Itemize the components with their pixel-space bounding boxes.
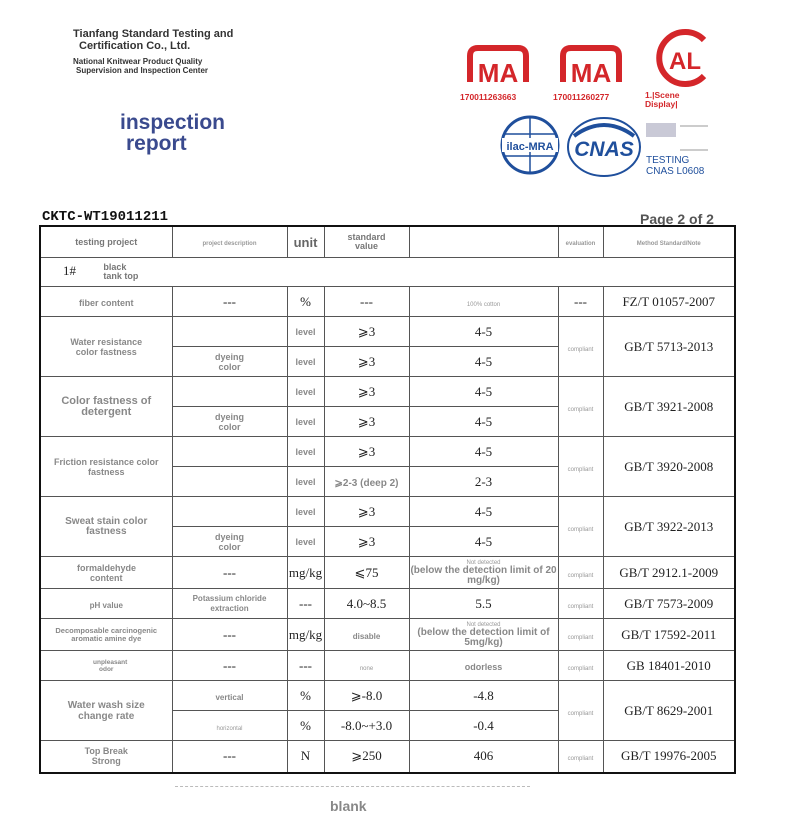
result-cell: 4-5 <box>409 437 558 467</box>
cnas-mark-box <box>646 123 676 137</box>
cma-number-1: 170011263663 <box>460 92 517 102</box>
method-cell: GB 18401-2010 <box>603 651 735 681</box>
testing-label: TESTING <box>646 155 690 166</box>
organization-subtitle <box>73 57 208 75</box>
org-line-4: Supervision and Inspection Center <box>76 66 209 75</box>
method-cell: GB/T 2912.1-2009 <box>603 557 735 589</box>
svg-text:ilac-MRA: ilac-MRA <box>506 141 554 153</box>
inspection-table <box>39 225 736 774</box>
description-cell: horizontal <box>172 711 287 741</box>
description-cell <box>172 467 287 497</box>
cma-number-2: 170011260277 <box>553 92 610 102</box>
project-cell: Sweat stain color fastness <box>40 497 172 557</box>
separator-line <box>175 786 530 787</box>
evaluation-cell: compliant <box>558 589 603 619</box>
table-row <box>40 681 735 711</box>
standard-cell: ⩾3 <box>324 347 409 377</box>
org-line-3: National Knitwear Product Quality <box>73 57 203 66</box>
project-cell: Color fastness of detergent <box>40 377 172 437</box>
method-cell: GB/T 5713-2013 <box>603 317 735 377</box>
standard-cell: ⩾3 <box>324 407 409 437</box>
project-cell: Top Break Strong <box>40 741 172 773</box>
table-row <box>40 589 735 619</box>
description-cell <box>172 437 287 467</box>
unit-cell: mg/kg <box>287 557 324 589</box>
description-cell: --- <box>172 287 287 317</box>
description-cell: --- <box>172 651 287 681</box>
title-line-1: inspection <box>120 111 226 134</box>
report-number: CKTC-WT19011211 <box>42 209 169 225</box>
method-cell: FZ/T 01057-2007 <box>603 287 735 317</box>
table-header-row <box>40 226 735 258</box>
table-row <box>40 287 735 317</box>
evaluation-cell: --- <box>558 287 603 317</box>
footer-blank: blank <box>330 798 367 814</box>
result-cell: 4-5 <box>409 497 558 527</box>
report-title <box>120 112 225 154</box>
result-cell: 5.5 <box>409 589 558 619</box>
standard-cell: ⩾3 <box>324 527 409 557</box>
description-cell <box>172 377 287 407</box>
result-cell: odorless <box>409 651 558 681</box>
cma-seal-2 <box>553 42 629 90</box>
project-cell: Decomposable carcinogenic aromatic amine dye <box>40 619 172 651</box>
table-row <box>40 437 735 467</box>
project-cell: Friction resistance color fastness <box>40 437 172 497</box>
result-cell: 4-5 <box>409 527 558 557</box>
description-cell: --- <box>172 741 287 773</box>
description-cell: --- <box>172 557 287 589</box>
project-cell: formaldehyde content <box>40 557 172 589</box>
page-indicator: Page 2 of 2 <box>640 211 714 227</box>
standard-cell: -8.0~+3.0 <box>324 711 409 741</box>
unit-cell: % <box>287 287 324 317</box>
org-line-2: Certification Co., Ltd. <box>79 40 191 52</box>
header-unit: unit <box>287 226 324 258</box>
project-cell: Water resistance color fastness <box>40 317 172 377</box>
evaluation-cell: compliant <box>558 437 603 497</box>
result-cell: 100% cotton <box>409 287 558 317</box>
unit-cell: % <box>287 711 324 741</box>
description-cell: dyeing color <box>172 527 287 557</box>
unit-cell: level <box>287 527 324 557</box>
standard-cell: 4.0~8.5 <box>324 589 409 619</box>
unit-cell: level <box>287 377 324 407</box>
cal-seal <box>652 26 716 90</box>
sample-cell <box>40 258 735 287</box>
title-line-2: report <box>126 132 187 155</box>
cma-logo-icon <box>460 42 536 90</box>
cal-logo-icon <box>652 26 716 90</box>
organization-name <box>73 28 233 52</box>
table-row <box>40 741 735 773</box>
standard-cell: ⩾3 <box>324 377 409 407</box>
description-cell: --- <box>172 619 287 651</box>
cnas-logo-icon <box>566 116 642 178</box>
unit-cell: level <box>287 347 324 377</box>
result-cell: 4-5 <box>409 317 558 347</box>
unit-cell: level <box>287 317 324 347</box>
evaluation-cell: compliant <box>558 619 603 651</box>
header-evaluation: evaluation <box>558 226 603 258</box>
description-cell: vertical <box>172 681 287 711</box>
ilac-mra-seal <box>498 112 562 178</box>
method-cell: GB/T 7573-2009 <box>603 589 735 619</box>
project-cell: fiber content <box>40 287 172 317</box>
standard-cell: --- <box>324 287 409 317</box>
standard-cell: ⩾3 <box>324 317 409 347</box>
result-cell: Not detected (below the detection limit of 5mg/kg) <box>409 619 558 651</box>
table-row <box>40 497 735 527</box>
header-method: Method Standard/Note <box>603 226 735 258</box>
result-cell: 2-3 <box>409 467 558 497</box>
header-testing-project: testing project <box>40 226 172 258</box>
description-cell: dyeing color <box>172 407 287 437</box>
unit-cell: N <box>287 741 324 773</box>
method-cell: GB/T 3922-2013 <box>603 497 735 557</box>
table-row <box>40 377 735 407</box>
result-cell: -4.8 <box>409 681 558 711</box>
unit-cell: level <box>287 407 324 437</box>
unit-cell: level <box>287 497 324 527</box>
evaluation-cell: compliant <box>558 497 603 557</box>
cnas-mark-lines <box>680 125 708 151</box>
table-row <box>40 317 735 347</box>
result-cell: Not detected (below the detection limit of 20 mg/kg) <box>409 557 558 589</box>
standard-cell: disable <box>324 619 409 651</box>
project-cell: pH value <box>40 589 172 619</box>
unit-cell: % <box>287 681 324 711</box>
result-cell: 406 <box>409 741 558 773</box>
svg-text:CNAS: CNAS <box>574 138 634 161</box>
table-row <box>40 651 735 681</box>
unit-cell: --- <box>287 651 324 681</box>
cnas-seal <box>566 116 642 178</box>
evaluation-cell: compliant <box>558 377 603 437</box>
cal-caption: 1.|Scene Display| <box>645 90 680 109</box>
org-line-1: Tianfang Standard Testing and <box>73 28 234 40</box>
result-cell: 4-5 <box>409 407 558 437</box>
evaluation-cell: compliant <box>558 681 603 741</box>
method-cell: GB/T 19976-2005 <box>603 741 735 773</box>
result-cell: -0.4 <box>409 711 558 741</box>
cma-seal-1 <box>460 42 536 90</box>
svg-text:AL: AL <box>669 48 701 75</box>
cnas-number: CNAS L0608 <box>646 166 705 177</box>
evaluation-cell: compliant <box>558 741 603 773</box>
evaluation-cell: compliant <box>558 651 603 681</box>
result-cell: 4-5 <box>409 347 558 377</box>
standard-cell: ⩾250 <box>324 741 409 773</box>
header-result <box>409 226 558 258</box>
unit-cell: level <box>287 437 324 467</box>
method-cell: GB/T 3921-2008 <box>603 377 735 437</box>
description-cell: dyeing color <box>172 347 287 377</box>
evaluation-cell: compliant <box>558 317 603 377</box>
unit-cell: mg/kg <box>287 619 324 651</box>
cnas-testing-text <box>646 155 704 177</box>
svg-text:MA: MA <box>570 58 612 88</box>
method-cell: GB/T 3920-2008 <box>603 437 735 497</box>
header-standard-value: standard value <box>324 226 409 258</box>
table-row <box>40 557 735 589</box>
standard-cell: ⩾2-3 (deep 2) <box>324 467 409 497</box>
standard-cell: none <box>324 651 409 681</box>
header-project-description: project description <box>172 226 287 258</box>
result-cell: 4-5 <box>409 377 558 407</box>
table-row <box>40 619 735 651</box>
project-cell: Water wash size change rate <box>40 681 172 741</box>
sample-name: black tank top <box>103 262 139 281</box>
unit-cell: level <box>287 467 324 497</box>
svg-text:MA: MA <box>477 58 519 88</box>
standard-cell: ⩾3 <box>324 437 409 467</box>
sample-number: 1# <box>63 263 76 279</box>
method-cell: GB/T 17592-2011 <box>603 619 735 651</box>
ilac-globe-icon <box>498 112 562 178</box>
description-cell: Potassium chloride extraction <box>172 589 287 619</box>
description-cell <box>172 317 287 347</box>
cma-logo-icon <box>553 42 629 90</box>
evaluation-cell: compliant <box>558 557 603 589</box>
sample-row <box>40 258 735 287</box>
standard-cell: ⩽75 <box>324 557 409 589</box>
standard-cell: ⩾-8.0 <box>324 681 409 711</box>
project-cell: unpleasant odor <box>40 651 172 681</box>
method-cell: GB/T 8629-2001 <box>603 681 735 741</box>
description-cell <box>172 497 287 527</box>
standard-cell: ⩾3 <box>324 497 409 527</box>
unit-cell: --- <box>287 589 324 619</box>
